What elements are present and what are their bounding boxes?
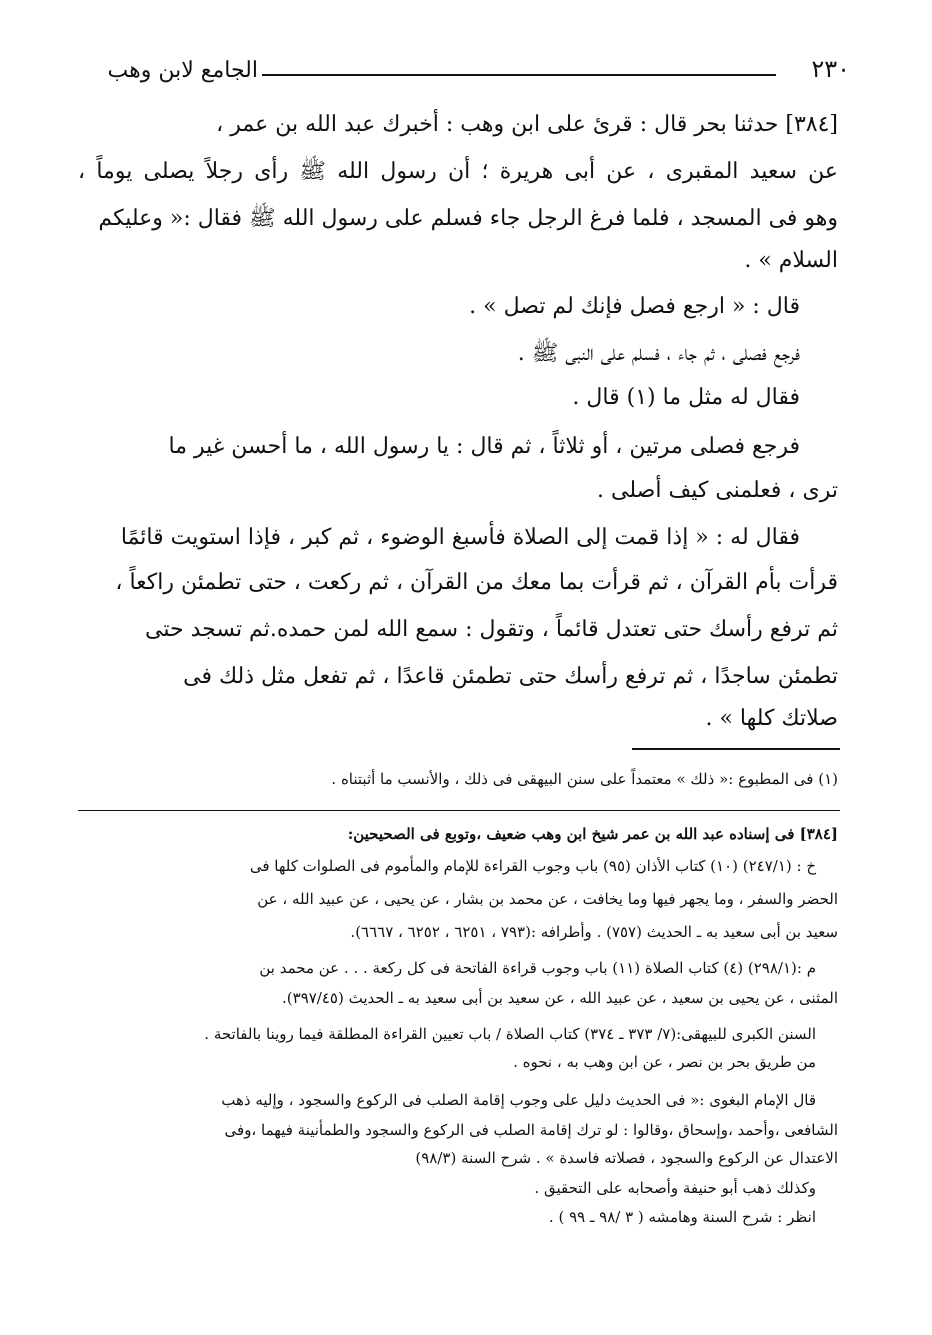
body-line: فقال له مثل ما (١) قال .	[572, 385, 800, 410]
takhrij-line: الاعتدال عن الركوع والسجود ، فصلاته فاسدة » . شرح السنة (٩٨/٣)	[415, 1149, 838, 1167]
body-line: فرجع فصلى مرتين ، أو ثلاثاً ، ثم قال : يا رسول الله ، ما أحسن غير ما	[168, 434, 800, 459]
takhrij-line: الحضر والسفر ، وما يجهر فيها وما يخافت ، عن محمد بن بشار ، عن يحيى ، عن عبيد الله ، عن	[257, 890, 838, 908]
body-line: [٣٨٤] حدثنا بحر قال : قرئ على ابن وهب : أخبرك عبد الله بن عمر ،	[216, 112, 838, 137]
takhrij-line: وكذلك ذهب أبو حنيفة وأصحابه على التحقيق .	[534, 1179, 816, 1197]
body-line: قرأت بأم القرآن ، ثم قرأت بما معك من القرآن ، ثم ركعت ، حتى تطمئن راكعاً ،	[115, 570, 838, 595]
takhrij-line: خ : (٢٤٧/١) (١٠) كتاب الأذان (٩٥) باب وجوب القراءة للإمام والمأموم فى الصلوات كلها فى	[249, 857, 816, 875]
footnote-rule	[632, 748, 840, 750]
takhrij-heading: [٣٨٤] فى إسناده عبد الله بن عمر شيخ ابن وهب ضعيف ،وتوبع فى الصحيحين:	[347, 825, 838, 843]
takhrij-line: من طريق بحر بن نصر ، عن ابن وهب به ، نحوه .	[513, 1053, 816, 1071]
body-line: فقال له : « إذا قمت إلى الصلاة فأسبغ الوضوء ، ثم كبر ، فإذا استويت قائمًا	[120, 525, 800, 550]
body-line: صلاتك كلها » .	[705, 706, 838, 731]
body-line: تطمئن ساجدًا ، ثم ترفع رأسك حتى تطمئن قاعدًا ، ثم تفعل مثل ذلك فى	[183, 664, 838, 689]
takhrij-line: م :(٢٩٨/١) (٤) كتاب الصلاة (١١) باب وجوب قراءة الفاتحة فى كل ركعة . . . عن محمد بن	[259, 959, 816, 977]
body-line: عن سعيد المقبرى ، عن أبى هريرة ؛ أن رسول الله ﷺ رأى رجلاً يصلى يوماً ،	[78, 159, 838, 184]
body-line: قال : « ارجع فصل فإنك لم تصل » .	[469, 294, 800, 319]
takhrij-line: السنن الكبرى للبيهقى:(٧/ ٣٧٣ ـ ٣٧٤) كتاب الصلاة / باب تعيين القراءة المطلقة فيما روينا بالفاتحة .	[204, 1025, 816, 1043]
takhrij-line: قال الإمام البغوى :« فى الحديث دليل على وجوب إقامة الصلب فى الركوع والسجود ، وإليه ذهب	[221, 1091, 816, 1109]
takhrij-line: سعيد بن أبى سعيد به ـ الحديث (٧٥٧) . وأطرافه :(٧٩٣ ، ٦٢٥١ ، ٦٢٥٢ ، ٦٦٦٧).	[350, 923, 838, 941]
takhrij-rule	[78, 810, 840, 811]
running-title: الجامع لابن وهب	[107, 58, 258, 83]
body-line: وهو فى المسجد ، فلما فرغ الرجل جاء فسلم على رسول الله ﷺ فقال :« وعليكم	[98, 206, 838, 231]
takhrij-line: المثنى ، عن يحيى بن سعيد ، عن عبيد الله ، عن سعيد بن أبى سعيد به ـ الحديث (٣٩٧/٤٥).	[282, 989, 838, 1007]
body-line: ترى ، فعلمنى كيف أصلى .	[597, 478, 838, 503]
body-line: ثم ترفع رأسك حتى تعتدل قائماً ، وتقول : سمع الله لمن حمده.ثم تسجد حتى	[145, 617, 838, 642]
takhrij-line: انظر : شرح السنة وهامشه ( ٣ /٩٨ ـ ٩٩ ) .	[548, 1208, 816, 1226]
body-line: السلام » .	[744, 248, 838, 273]
footnote-text: (١) فى المطبوع :« ذلك » معتمداً على سنن البيهقى فى ذلك ، والأنسب ما أثبتناه .	[331, 770, 838, 788]
body-line: فرجع فصلى ، ثم جاء ، فسلم على النبى ﷺ .	[517, 341, 800, 366]
header-rule	[262, 74, 776, 76]
page-number: ٢٣٠	[811, 55, 850, 83]
takhrij-line: الشافعى ،وأحمد ،وإسحاق ،وقالوا : لو ترك إقامة الصلب فى الركوع والسجود والطمأنينة فيهما ،وفى	[224, 1121, 838, 1139]
